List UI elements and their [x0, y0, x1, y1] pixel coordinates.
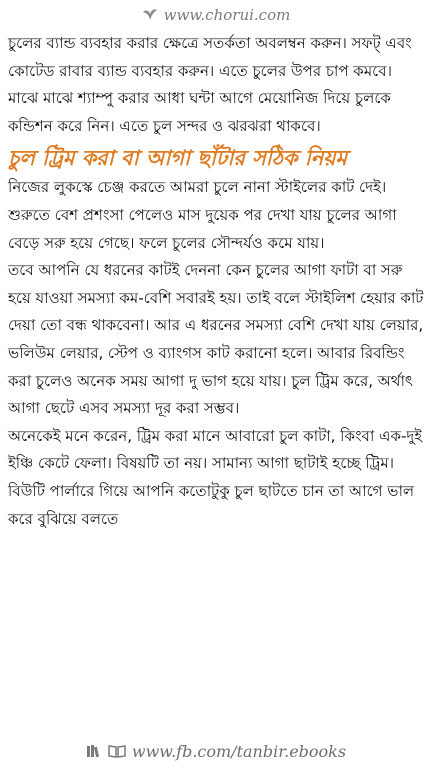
page-footer [0, 734, 432, 768]
book-icon [108, 744, 126, 758]
page-header [0, 0, 432, 30]
paragraph-trim-meaning: অনেকেই মনে করেন, ট্রিম করা মানে আবারো চুল কাটা, কিংবা এক-দুই ইঞ্চি কেটে ফেলা। বিষয়টি তা নয়। সামান্য আগা ছাটাই হচ্ছে ট্রিম। বিউটি পার্লারে গিয়ে আপনি কতোটুকু চুল ছাটতে চান তা আগে ভাল করে বুঝিয়ে বলতে [8, 426, 423, 528]
paragraph-hair-band: চুলের ব্যান্ড ব্যবহার করার ক্ষেত্রে সতর্কতা অবলম্বন করুন। সফট্ এবং কোটেড রাবার ব্যান্ড ব্যবহার করুন। এতে চুলের উপর চাপ কমবে। [8, 34, 412, 80]
paragraph-hair-style: নিজের লুকস্কে চেঞ্জ করতে আমরা চুলে নানা স্টাইলের কাট দেই। শুরুতে বেশ প্রশংসা পেলেও মাস দুয়েক পর দেখা যায় চুলের আগা বেড়ে সরু হয়ে গেছে। ফলে চুলের সৌন্দর্যও কমে যায়। [8, 178, 397, 252]
paragraph-mayonnaise-conditioning: মাঝে মাঝে শ্যাম্পু করার আধা ঘন্টা আগে মেয়োনিজ দিয়ে চুলকে কন্ডিশন করে নিন। এতে চুল সন্দর ও ঝরঝরা থাকবে। [8, 89, 391, 135]
library-icon [86, 744, 102, 758]
paragraph-split-ends: তবে আপনি যে ধরনের কাটই দেননা কেন চুলের আগা ফাটা বা সরু হয়ে যাওয়া সমস্যা কম-বেশি সবারই হয়। তাই বলে স্টাইলিশ হেয়ার কাট দেয়া তো বন্ধ থাকবেনা। আর এ ধরনের সমস্যা বেশি দেখা যায় লেয়ার, ভলিউম লেয়ার, স্টেপ ও ব্যাংগস কাট করানো হলে। আবার রিবন্ডিং করা চুলেও অনেক সময় আগা দু ভাগ হয়ে যায়। চুল ট্রিম করে, অর্থাৎ আগা ছেটে এসব সমস্যা দূর করা সম্ভব। [8, 261, 424, 418]
leaf-icon [142, 8, 158, 22]
article-body [0, 30, 432, 533]
footer-site-url: www.fb.com/tanbir.ebooks [131, 741, 347, 761]
header-site-url: www.chorui.com [163, 6, 291, 24]
section-heading: চুল ট্রিম করা বা আগা ছাঁটার সঠিক নিয়ম [8, 145, 347, 171]
